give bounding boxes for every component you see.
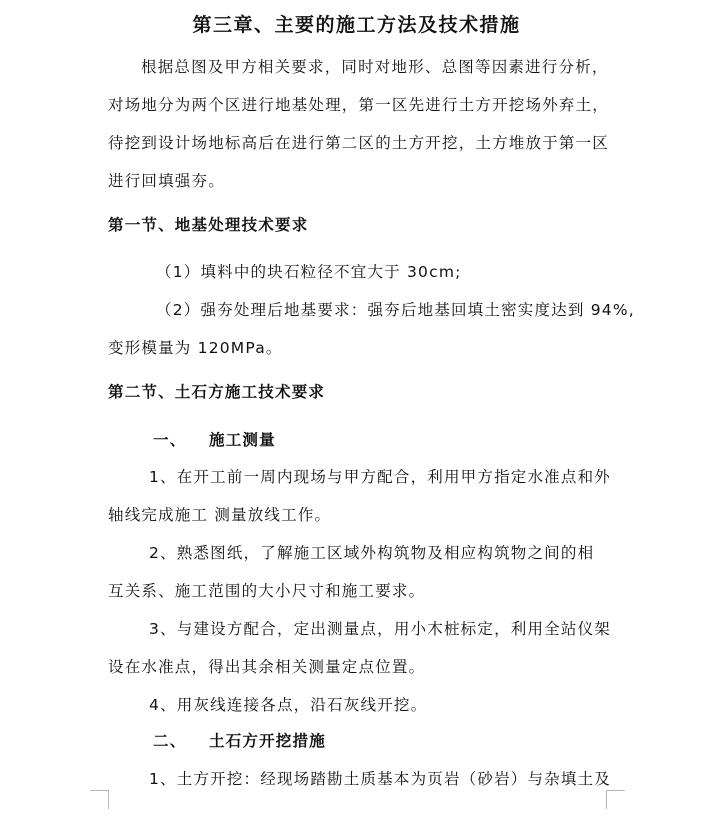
margin-corner-mark <box>606 790 625 809</box>
intro-line: 进行回填强夯。 <box>108 172 225 190</box>
requirement-item: （1）填料中的块石粒径不宜大于 30cm; <box>156 263 462 281</box>
requirement-item: （2）强夯处理后地基要求：强夯后地基回填土密实度达到 94%, <box>156 301 635 319</box>
paragraph-line: 1、在开工前一周内现场与甲方配合，利用甲方指定水准点和外 <box>149 468 611 486</box>
paragraph-line: 互关系、施工范围的大小尺寸和施工要求。 <box>108 582 426 600</box>
section-heading: 第一节、地基处理技术要求 <box>108 215 309 234</box>
paragraph-line: 1、土方开挖：经现场踏勘土质基本为页岩（砂岩）与杂填土及 <box>149 770 611 788</box>
subsection-number: 一、 <box>153 430 187 449</box>
paragraph-line: 轴线完成施工 测量放线工作。 <box>108 506 332 524</box>
paragraph-line: 设在水准点，得出其余相关测量定点位置。 <box>108 658 426 676</box>
requirement-item-continued: 变形模量为 120MPa。 <box>108 339 283 357</box>
paragraph-line: 3、与建设方配合，定出测量点，用小木桩标定，利用全站仪架 <box>149 620 611 638</box>
subsection-title: 土石方开挖措施 <box>209 731 326 750</box>
intro-line: 待挖到设计场地标高后在进行第二区的土方开挖，土方堆放于第一区 <box>108 134 610 152</box>
intro-line: 对场地分为两个区进行地基处理，第一区先进行土方开挖场外弃土， <box>108 96 610 114</box>
subsection-title: 施工测量 <box>209 430 276 449</box>
subsection-heading <box>153 430 653 450</box>
subsection-number: 二、 <box>153 731 187 750</box>
margin-corner-mark <box>90 790 109 809</box>
intro-line: 根据总图及甲方相关要求，同时对地形、总图等因素进行分析， <box>141 58 609 76</box>
paragraph-line: 2、熟悉图纸，了解施工区域外构筑物及相应构筑物之间的相 <box>149 544 595 562</box>
subsection-heading <box>153 731 653 751</box>
paragraph-line: 4、用灰线连接各点，沿石灰线开挖。 <box>149 696 428 714</box>
chapter-title: 第三章、主要的施工方法及技术措施 <box>192 14 521 36</box>
section-heading: 第二节、土石方施工技术要求 <box>108 382 326 401</box>
